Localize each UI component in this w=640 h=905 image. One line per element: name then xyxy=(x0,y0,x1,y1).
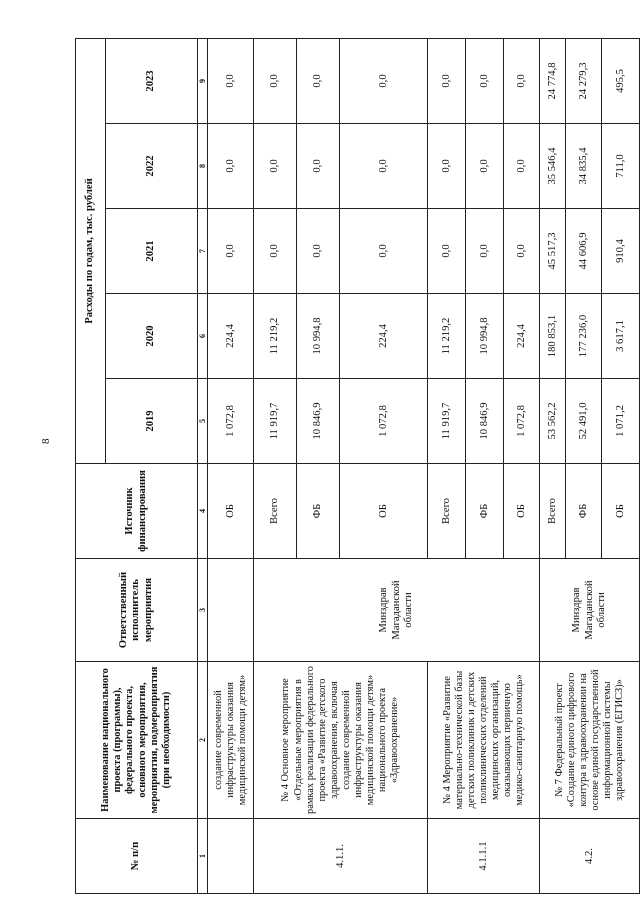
value-cell: 45 517,3 xyxy=(540,209,566,294)
value-cell: 0,0 xyxy=(254,209,297,294)
value-cell: 0,0 xyxy=(208,209,254,294)
value-cell: 44 606,9 xyxy=(566,209,602,294)
value-cell: 0,0 xyxy=(254,124,297,209)
value-cell: 0,0 xyxy=(504,39,540,124)
row-source: Всего xyxy=(540,464,566,559)
value-cell: 0,0 xyxy=(504,124,540,209)
value-cell: 0,0 xyxy=(297,124,340,209)
value-cell: 24 279,3 xyxy=(566,39,602,124)
value-cell: 0,0 xyxy=(504,209,540,294)
row-source: ОБ xyxy=(340,464,428,559)
value-cell: 0,0 xyxy=(208,124,254,209)
row-executor xyxy=(208,559,254,662)
value-cell: 0,0 xyxy=(428,124,466,209)
value-cell: 1 072,8 xyxy=(208,379,254,464)
row-name: № 4 Основное мероприятие «Отдельные мероприятия в рамках реализации федерального проекта «Развитие детского здравоохранения, включая создание современной инфраструктуры оказания медицинской помощи детям» национального проекта «Здравоохранение» xyxy=(254,662,428,819)
index-cell: 4 xyxy=(198,464,208,559)
expenses-table xyxy=(75,38,640,894)
value-cell: 11 219,2 xyxy=(428,294,466,379)
value-cell: 3 617,1 xyxy=(602,294,640,379)
value-cell: 10 846,9 xyxy=(297,379,340,464)
row-name: № 7 Федеральный проект «Создание единого цифрового контура в здравоохранении на основе единой государственной информационной системы здравоохранения (ЕГИСЗ)» xyxy=(540,662,640,819)
index-cell: 5 xyxy=(198,379,208,464)
value-cell: 10 846,9 xyxy=(466,379,504,464)
value-cell: 495,5 xyxy=(602,39,640,124)
value-cell: 0,0 xyxy=(297,39,340,124)
value-cell: 224,4 xyxy=(340,294,428,379)
row-source: ОБ xyxy=(504,464,540,559)
value-cell: 180 853,1 xyxy=(540,294,566,379)
row-name: № 4 Мероприятие «Развитие материально-технической базы детских поликлиник и детских поликлинических отделений медицинских организаций, оказывающих первичную медико-санитарную помощь» xyxy=(428,662,540,819)
header-year: 2022 xyxy=(106,124,198,209)
index-cell: 2 xyxy=(198,662,208,819)
header-expenses: Расходы по годам, тыс. рублей xyxy=(76,39,106,464)
header-name: Наименование национального проекта (программы), федерального проекта, основного мероприятия, мероприятия, подмероприятия (при необходимости) xyxy=(76,662,198,819)
row-source: Всего xyxy=(428,464,466,559)
header-executor: Ответственный исполнитель мероприятия xyxy=(76,559,198,662)
value-cell: 52 491,0 xyxy=(566,379,602,464)
index-cell: 9 xyxy=(198,39,208,124)
value-cell: 10 994,8 xyxy=(297,294,340,379)
value-cell: 35 546,4 xyxy=(540,124,566,209)
value-cell: 0,0 xyxy=(340,124,428,209)
value-cell: 0,0 xyxy=(208,39,254,124)
row-executor: Минздрав Магаданской области xyxy=(540,559,640,662)
value-cell: 0,0 xyxy=(428,209,466,294)
row-source: ФБ xyxy=(566,464,602,559)
row-num: 4.2. xyxy=(540,819,640,894)
index-cell: 8 xyxy=(198,124,208,209)
value-cell: 24 774,8 xyxy=(540,39,566,124)
row-source: Всего xyxy=(254,464,297,559)
row-source: ОБ xyxy=(602,464,640,559)
rotated-table-container xyxy=(75,39,626,894)
value-cell: 1 072,8 xyxy=(340,379,428,464)
header-source: Источник финансирования xyxy=(76,464,198,559)
index-cell: 7 xyxy=(198,209,208,294)
value-cell: 0,0 xyxy=(297,209,340,294)
row-name: создание современной инфраструктуры оказания медицинской помощи детям» xyxy=(208,662,254,819)
value-cell: 0,0 xyxy=(428,39,466,124)
header-year: 2021 xyxy=(106,209,198,294)
row-source: ФБ xyxy=(466,464,504,559)
value-cell: 34 835,4 xyxy=(566,124,602,209)
row-num: 4.1.1.1 xyxy=(428,819,540,894)
header-num: № п/п xyxy=(76,819,198,894)
value-cell: 0,0 xyxy=(466,39,504,124)
value-cell: 0,0 xyxy=(254,39,297,124)
header-year: 2023 xyxy=(106,39,198,124)
value-cell: 711,0 xyxy=(602,124,640,209)
row-source: ФБ xyxy=(297,464,340,559)
index-cell: 1 xyxy=(198,819,208,894)
value-cell: 0,0 xyxy=(466,209,504,294)
value-cell: 11 919,7 xyxy=(428,379,466,464)
value-cell: 11 219,2 xyxy=(254,294,297,379)
header-year: 2020 xyxy=(106,294,198,379)
row-executor: Минздрав Магаданской области xyxy=(254,559,540,662)
value-cell: 10 994,8 xyxy=(466,294,504,379)
value-cell: 0,0 xyxy=(340,209,428,294)
value-cell: 224,4 xyxy=(504,294,540,379)
row-num xyxy=(208,819,254,894)
value-cell: 0,0 xyxy=(466,124,504,209)
index-cell: 6 xyxy=(198,294,208,379)
value-cell: 11 919,7 xyxy=(254,379,297,464)
value-cell: 1 072,8 xyxy=(504,379,540,464)
index-cell: 3 xyxy=(198,559,208,662)
page-number: 8 xyxy=(40,438,52,444)
row-source: ОБ xyxy=(208,464,254,559)
value-cell: 177 236,0 xyxy=(566,294,602,379)
value-cell: 910,4 xyxy=(602,209,640,294)
header-year: 2019 xyxy=(106,379,198,464)
value-cell: 53 562,2 xyxy=(540,379,566,464)
row-num: 4.1.1. xyxy=(254,819,428,894)
value-cell: 224,4 xyxy=(208,294,254,379)
value-cell: 0,0 xyxy=(340,39,428,124)
value-cell: 1 071,2 xyxy=(602,379,640,464)
